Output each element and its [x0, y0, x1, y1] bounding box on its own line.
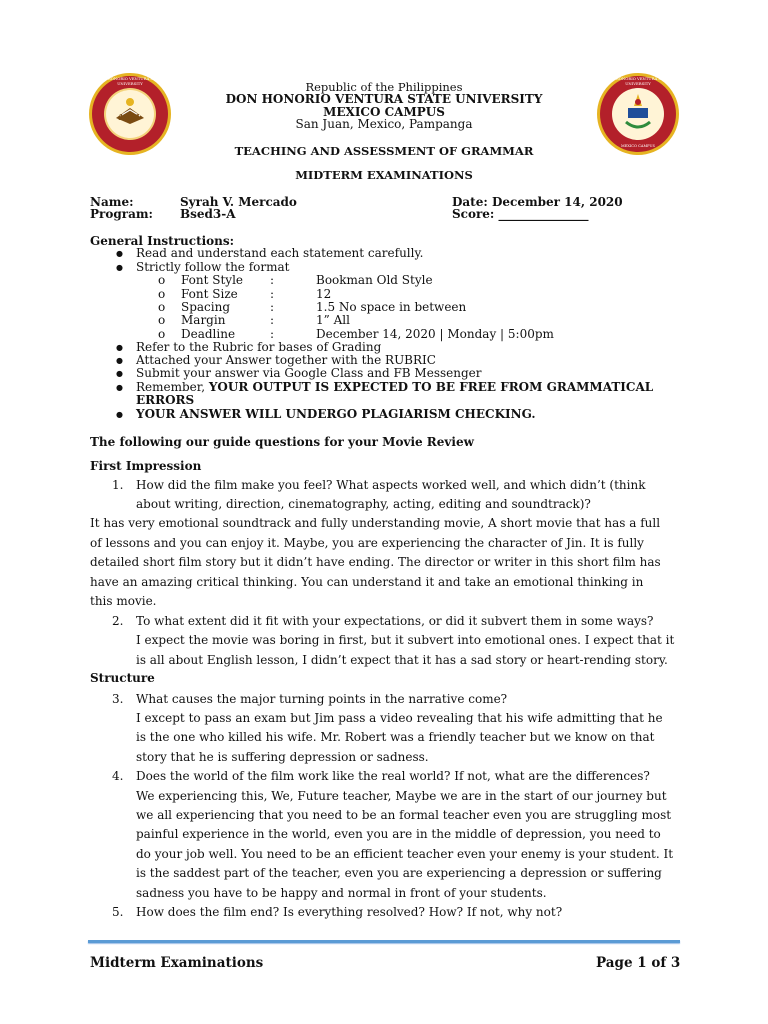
program-value: Bsed3-A: [180, 207, 236, 221]
format-key: Font Style: [181, 273, 244, 287]
instruction-item: Strictly follow the format: [136, 260, 290, 274]
format-value: December 14, 2020 | Monday | 5:00pm: [316, 327, 554, 341]
guide-heading: The following our guide questions for your Movie Review: [90, 435, 474, 449]
format-key: Font Size: [181, 287, 238, 301]
answer-line: do your job well. You need to be an efficient teacher even your enemy is your student. It: [136, 847, 674, 861]
bullet-icon: ●: [116, 343, 123, 352]
answer-line: I expect the movie was boring in first, but it subvert into emotional ones. I expect that it: [136, 633, 675, 647]
format-value: 1” All: [316, 313, 350, 327]
format-sep: :: [270, 273, 275, 287]
bullet-icon: ●: [116, 263, 123, 272]
question-text: How does the film end? Is everything resolved? How? If not, why not?: [136, 905, 563, 919]
section-heading-first-impression: First Impression: [90, 459, 202, 473]
score-field: Score: _______________: [452, 207, 589, 221]
circle-bullet-icon: o: [158, 327, 166, 341]
right-seal-text: DON HONORIO VENTURA STATE UNIVERSITY: [604, 76, 672, 86]
answer-line: of lessons and you can enjoy it. Maybe, you are experiencing the character of Jin. It is fully: [90, 536, 644, 550]
header-republic: Republic of the Philippines: [305, 80, 463, 94]
format-key: Spacing: [181, 300, 231, 314]
question-text: How did the film make you feel? What aspects worked well, and which didn’t (think: [136, 478, 646, 492]
footer-rule: [88, 940, 680, 943]
answer-line: It has very emotional soundtrack and fully understanding movie, A short movie that has a full: [90, 516, 661, 530]
question-text: To what extent did it fit with your expectations, or did it subvert them in some ways?: [136, 614, 654, 628]
instruction-item: [136, 380, 653, 394]
format-sep: :: [270, 327, 275, 341]
format-sep: :: [270, 287, 275, 301]
bullet-icon: ●: [116, 369, 123, 378]
bullet-icon: ●: [116, 383, 123, 392]
instruction-item: YOUR ANSWER WILL UNDERGO PLAGIARISM CHECKING.: [136, 407, 536, 421]
answer-line: we all experiencing that you need to be an formal teacher even you are struggling most: [136, 808, 672, 822]
question-number: 3.: [112, 692, 124, 706]
question-number: 4.: [112, 769, 124, 783]
right-seal-sub: MEXICO CAMPUS: [621, 144, 655, 148]
section-heading-structure: Structure: [90, 671, 155, 685]
question-number: 2.: [112, 614, 124, 628]
answer-line: painful experience in the world, even you are in the middle of depression, you need to: [136, 827, 661, 841]
question-text: What causes the major turning points in the narrative come?: [136, 692, 508, 706]
page-number: Page 1 of 3: [596, 955, 681, 971]
name-label: Name:: [90, 195, 134, 209]
question-text: about writing, direction, cinematography, acting, editing and soundtrack)?: [136, 497, 591, 511]
question-text: Does the world of the film work like the real world? If not, what are the differences?: [136, 769, 650, 783]
bullet-icon: ●: [116, 249, 123, 258]
circle-bullet-icon: o: [158, 300, 166, 314]
header-university: DON HONORIO VENTURA STATE UNIVERSITY: [225, 92, 543, 106]
answer-line: detailed short film story but it didn’t have ending. The director or writer in this short film has: [90, 555, 661, 569]
answer-line: sadness you have to be happy and normal in front of your students.: [136, 886, 547, 900]
answer-line: story that he is suffering depression or sadness.: [136, 750, 429, 764]
reminder-bold-cont: ERRORS: [136, 393, 195, 407]
circle-bullet-icon: o: [158, 313, 166, 327]
left-seal-year: 1861: [118, 112, 141, 122]
instruction-item: Refer to the Rubric for bases of Grading: [136, 340, 382, 354]
header-address: San Juan, Mexico, Pampanga: [295, 117, 473, 131]
answer-line: have an amazing critical thinking. You can understand it and take an emotional thinking in: [90, 575, 644, 589]
circle-bullet-icon: o: [158, 287, 166, 301]
format-value: 12: [316, 287, 332, 301]
format-key: Margin: [181, 313, 226, 327]
format-value: 1.5 No space in between: [316, 300, 467, 314]
question-number: 1.: [112, 478, 124, 492]
format-sep: :: [270, 313, 275, 327]
format-value: Bookman Old Style: [316, 273, 433, 287]
instruction-item: Attached your Answer together with the RUBRIC: [136, 353, 436, 367]
reminder-prefix: Remember,: [136, 380, 209, 394]
instruction-item: Read and understand each statement carefully.: [136, 246, 424, 260]
program-label: Program:: [90, 207, 153, 221]
bullet-icon: ●: [116, 410, 123, 419]
reminder-bold: YOUR OUTPUT IS EXPECTED TO BE FREE FROM GRAMMATICAL: [208, 380, 654, 394]
course-title: TEACHING AND ASSESSMENT OF GRAMMAR: [234, 144, 534, 158]
answer-line: is all about English lesson, I didn’t expect that it has a sad story or heart-rending story.: [136, 653, 668, 667]
name-value: Syrah V. Mercado: [180, 195, 297, 209]
answer-line: this movie.: [90, 594, 157, 608]
header-campus: MEXICO CAMPUS: [323, 105, 445, 119]
bullet-icon: ●: [116, 356, 123, 365]
instructions-heading: General Instructions:: [90, 234, 235, 248]
answer-line: We experiencing this, We, Future teacher, Maybe we are in the start of our journey but: [136, 789, 667, 803]
exam-date: Date: December 14, 2020: [452, 195, 623, 209]
left-seal-text: DON HONORIO VENTURA STATE UNIVERSITY: [96, 76, 164, 86]
answer-line: is the saddest part of the teacher, even you are experiencing a depression or suffering: [136, 866, 662, 880]
answer-line: is the one who killed his wife. Mr. Robert was a friendly teacher but we know on that: [136, 730, 655, 744]
format-sep: :: [270, 300, 275, 314]
circle-bullet-icon: o: [158, 273, 166, 287]
footer-left: Midterm Examinations: [90, 955, 264, 971]
instruction-item: Submit your answer via Google Class and FB Messenger: [136, 366, 482, 380]
exam-title: MIDTERM EXAMINATIONS: [295, 168, 473, 182]
question-number: 5.: [112, 905, 124, 919]
answer-line: I except to pass an exam but Jim pass a video revealing that his wife admitting that he: [136, 711, 663, 725]
format-key: Deadline: [181, 327, 236, 341]
